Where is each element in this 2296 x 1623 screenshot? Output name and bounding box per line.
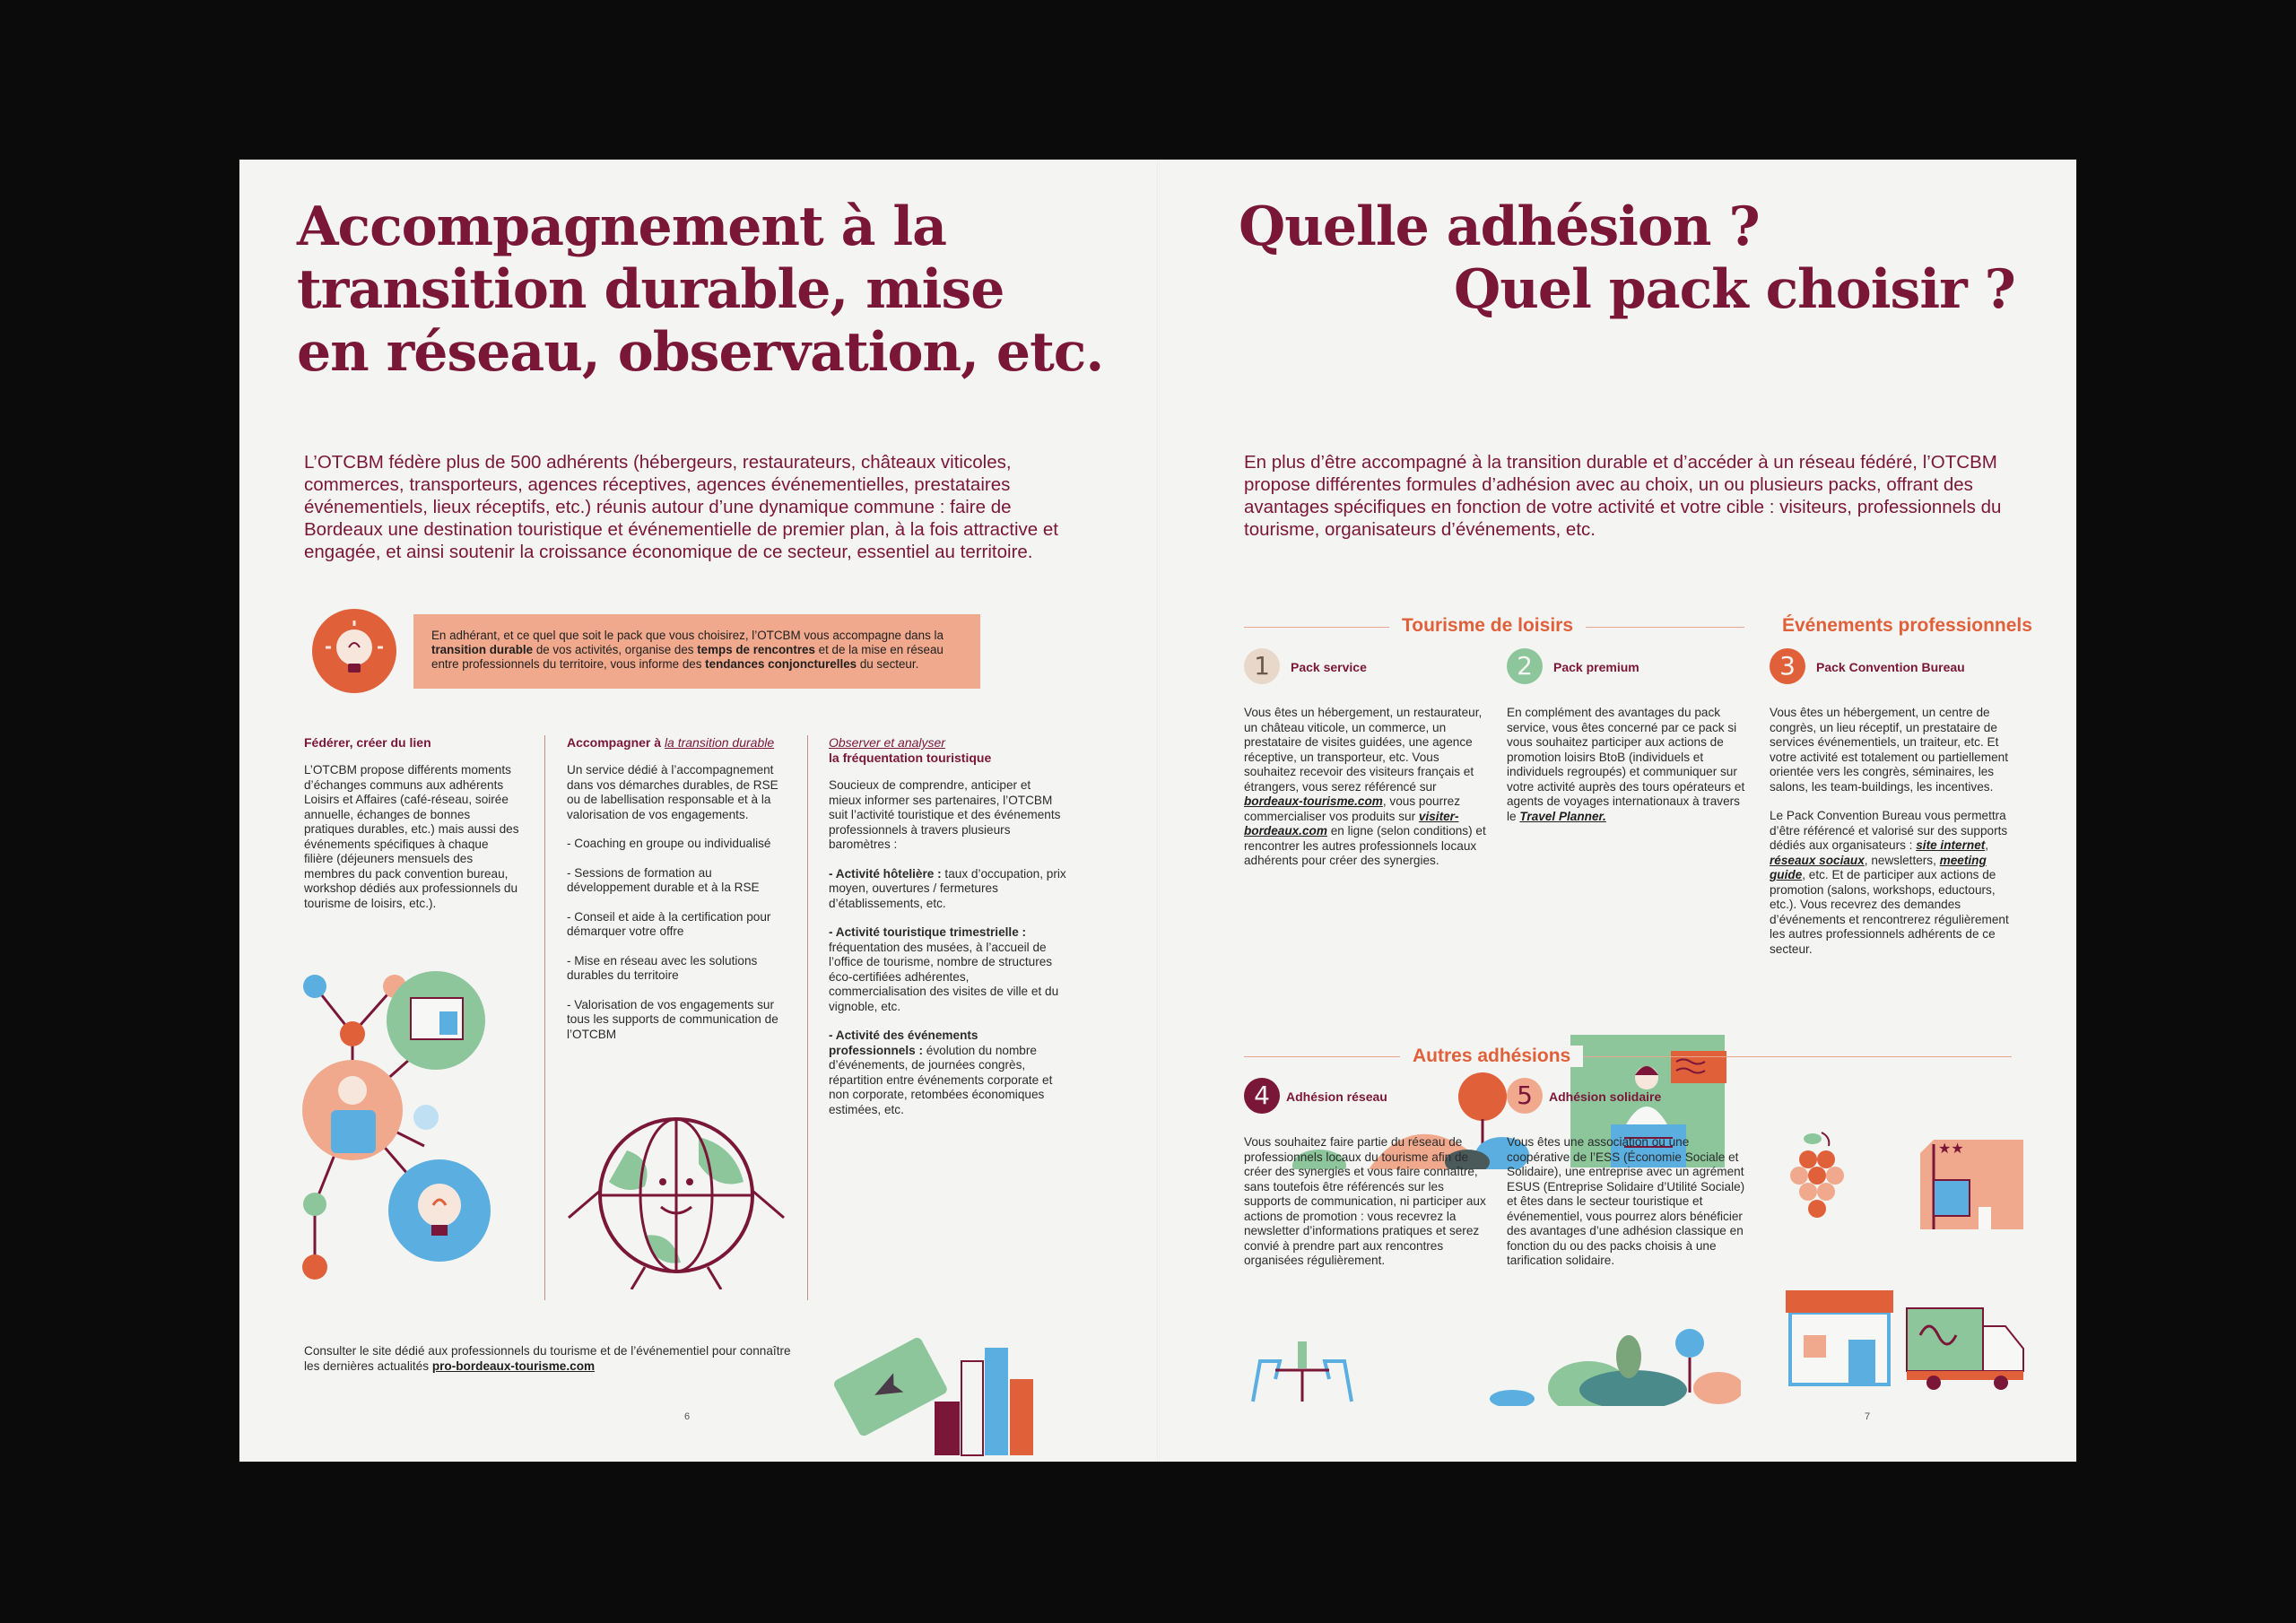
title-line-3: en réseau, observation, etc.: [297, 321, 1104, 384]
list-item: - Coaching en groupe ou individualisé: [567, 837, 771, 850]
pack-2-number: 2: [1507, 648, 1543, 684]
pack-3-number: 3: [1770, 648, 1805, 684]
site-internet-link[interactable]: site internet: [1916, 838, 1986, 852]
meeting-guide-link[interactable]: meeting guide: [1770, 853, 1987, 881]
ticket-chart-illustration: [827, 1325, 1051, 1469]
pack-5-description: Vous êtes une association ou une coopérative de l’ESS (Économie Sociale et Solidaire), une entreprise avec un agrément ESUS (Entreprise Solidaire d’Utilité Sociale) et êtes dans le secteur touristique et événementiel, vous pourrez alors bénéficier des avantages d’une adhésion classique en fonction du ou des packs choisis à une tarification solidaire.: [1507, 1135, 1745, 1267]
travel-planner-link[interactable]: Travel Planner.: [1519, 809, 1606, 823]
pack-5-name: Adhésion solidaire: [1549, 1089, 1662, 1104]
hotel-icon: [1920, 1126, 2028, 1234]
column-observer-intro: Soucieux de comprendre, anticiper et mieux informer ses partenaires, l’OTCBM suit l’activité touristique et des événements professionnels à travers plusieurs baromètres :: [829, 778, 1061, 851]
list-item: - Activité des événements professionnels : évolution du nombre d’événements, de journées congrès, répartition entre événements corporate et non corporate, retombées économiques estimées, etc.: [829, 1028, 1053, 1116]
pack-1-description: Vous êtes un hébergement, un restaurateur, un château viticole, un commerce, un prestataire de visites guidées, une agence réceptive, un transporteur, etc. Vous souhaitez recevoir des visiteurs français et étrangers, vous serez référencé sur bordeaux-tourisme.com, vous pourrez commercialiser vos produits sur visiter-bordeaux.com en ligne (selon conditions) et rencontrer les autres professionnels locaux adhérents pour créer des synergies.: [1244, 706, 1486, 867]
pack-2-name: Pack premium: [1553, 660, 1639, 674]
title-line-1: Quelle adhésion ?: [1239, 195, 1760, 258]
column-divider: [807, 735, 808, 1300]
column-observer-heading: Observer et analyser la fréquentation touristique: [829, 735, 992, 765]
list-item: - Valorisation de vos engagements sur tous les supports de communication de l’OTCBM: [567, 997, 778, 1041]
list-item: - Mise en réseau avec les solutions durables du territoire: [567, 953, 758, 982]
pack-1-number: 1: [1244, 648, 1280, 684]
left-page-title: [297, 195, 1140, 384]
section-rule: [1244, 1056, 2012, 1057]
left-footer: Consulter le site dédié aux professionnels du tourisme et de l’événementiel pour connaître les dernières actualités pro-bordeaux-tourisme.com: [304, 1344, 791, 1373]
list-item: - Conseil et aide à la certification pour démarquer votre offre: [567, 909, 771, 938]
shop-truck-illustration: [1786, 1286, 2028, 1393]
section-evenements-pro: Événements professionnels: [1775, 615, 2032, 637]
column-federer-body: L’OTCBM propose différents moments d’échanges communs aux adhérents Loisirs et Affaires (café-réseau, soirée annuelle, échanges de bonnes pratiques durables, etc.) mais aussi des événements spécifiques à chaque filière (déjeuners mensuels des membres du pack convention bureau, workshop dédiés aux professionnels du tourisme de loisirs, etc.).: [304, 763, 519, 910]
pack-4-description: Vous souhaitez faire partie du réseau de professionnels locaux du tourisme afin de créer des synergies et vous faire connaître, sans toutefois être référencés sur les supports de communication, ni participer aux actions de promotion : vous recevrez la newsletter d’informations pratiques et serez convié à prendre part aux rencontres organisées régulièrement.: [1244, 1135, 1486, 1267]
title-line-2: transition durable, mise: [297, 258, 1004, 321]
column-accompagner-heading: Accompagner à la transition durable: [567, 735, 775, 750]
bordeaux-tourisme-link[interactable]: bordeaux-tourisme.com: [1244, 794, 1383, 808]
column-federer: [304, 735, 519, 911]
left-intro-paragraph: L’OTCBM fédère plus de 500 adhérents (hébergeurs, restaurateurs, châteaux viticoles, commerces, transporteurs, agences réceptives, agences événementielles, prestataires événementiels, lieux réceptifs, etc.) réunis autour d’une dynamique commune : faire de Bordeaux une destination touristique et événementielle de premier plan, à la fois attractive et engagée, et ainsi soutenir la croissance économique de ce secteur, essentiel au territoire.: [304, 452, 1059, 562]
terrace-illustration: [1244, 1298, 1361, 1406]
list-item: - Sessions de formation au développement durable et à la RSE: [567, 865, 760, 894]
right-page-title: [1239, 195, 2046, 321]
right-intro-paragraph: En plus d’être accompagné à la transition durable et d’accéder à un réseau fédéré, l’OTCBM propose différentes formules d’adhésion avec au choix, un ou plusieurs packs, offrant des avantages spécifiques en fonction de votre activité et votre cible : visiteurs, professionnels du tourisme, organisateurs d’événements, etc.: [1244, 452, 2002, 540]
list-item: - Activité hôtelière : taux d’occupation, prix moyen, ouvertures / fermetures d’établissements, etc.: [829, 866, 1066, 910]
lightbulb-icon: [311, 608, 397, 694]
globe-illustration: [564, 1110, 788, 1289]
page-number: 6: [684, 1411, 691, 1422]
column-federer-heading: Fédérer, créer du lien: [304, 735, 431, 750]
section-tourisme-loisirs: Tourisme de loisirs: [1389, 615, 1586, 637]
park-illustration: [1490, 1298, 1741, 1406]
title-line-1: Accompagnement à la: [297, 195, 947, 258]
left-page: [239, 160, 1158, 1462]
pack-3-name: Pack Convention Bureau: [1816, 660, 1965, 674]
page-number: 7: [1865, 1411, 1871, 1422]
section-autres-adhesions: Autres adhésions: [1400, 1046, 1583, 1067]
brochure-spread: [239, 160, 2076, 1462]
pack-4-name: Adhésion réseau: [1286, 1089, 1387, 1104]
membership-callout: En adhérant, et ce quel que soit le pack que vous choisirez, l’OTCBM vous accompagne dans la transition durable de vos activités, organise des temps de rencontres et de la mise en réseau entre professionnels du territoire, vous informe des tendances conjoncturelles du secteur.: [413, 614, 980, 689]
column-observer: [829, 735, 1066, 1117]
pro-bordeaux-link[interactable]: pro-bordeaux-tourisme.com: [431, 1358, 596, 1373]
right-page: [1158, 160, 2076, 1462]
visiter-bordeaux-link[interactable]: visiter-bordeaux.com: [1244, 809, 1459, 838]
title-line-2: Quel pack choisir ?: [1454, 258, 2015, 321]
column-accompagner-intro: Un service dédié à l’accompagnement dans vos démarches durables, de RSE ou de labellisation responsable et à la valorisation de vos engagements.: [567, 763, 778, 821]
pack-1-name: Pack service: [1291, 660, 1367, 674]
reseaux-sociaux-link[interactable]: réseaux sociaux: [1770, 853, 1865, 867]
list-item: - Activité touristique trimestrielle : fréquentation des musées, à l’accueil de l’office de tourisme, nombre de structures éco-certifiées adhérentes, commercialisation des visites de ville et du vignoble, etc.: [829, 925, 1059, 1013]
svg-text:★★: ★★: [1938, 1140, 1964, 1157]
pack-3-description: Vous êtes un hébergement, un centre de congrès, un lieu réceptif, un prestataire de services événementiels, un traiteur, etc. Et votre activité est totalement ou partiellement orientée vers les congrès, séminaires, les salons, les team-buildings, les incentives. Le Pack Convention Bureau vous permettra d’être référencé et valorisé sur des supports dédiés aux organisateurs : site internet, réseaux sociaux, newsletters, meeting guide, etc. Et de participer aux actions de promotion (salons, workshops, eductours, etc.). Vous recevrez des demandes d’événements et rencontrerez régulièrement les autres professionnels adhérents de ce secteur.: [1770, 706, 2009, 956]
pack-5-number: 5: [1507, 1078, 1543, 1114]
grapes-icon: [1786, 1128, 1866, 1227]
column-divider: [544, 735, 545, 1300]
network-illustration: [299, 967, 532, 1298]
pack-2-description: En complément des avantages du pack service, vous êtes concerné par ce pack si vous souhaitez participer aux actions de promotion loisirs BtoB (individuels et individuels regroupés) et communiquer sur votre activité auprès des tours opérateurs et agents de voyages internationaux à travers le Travel Planner.: [1507, 706, 1745, 823]
pack-4-number: 4: [1244, 1078, 1280, 1114]
column-accompagner: [567, 735, 791, 1042]
